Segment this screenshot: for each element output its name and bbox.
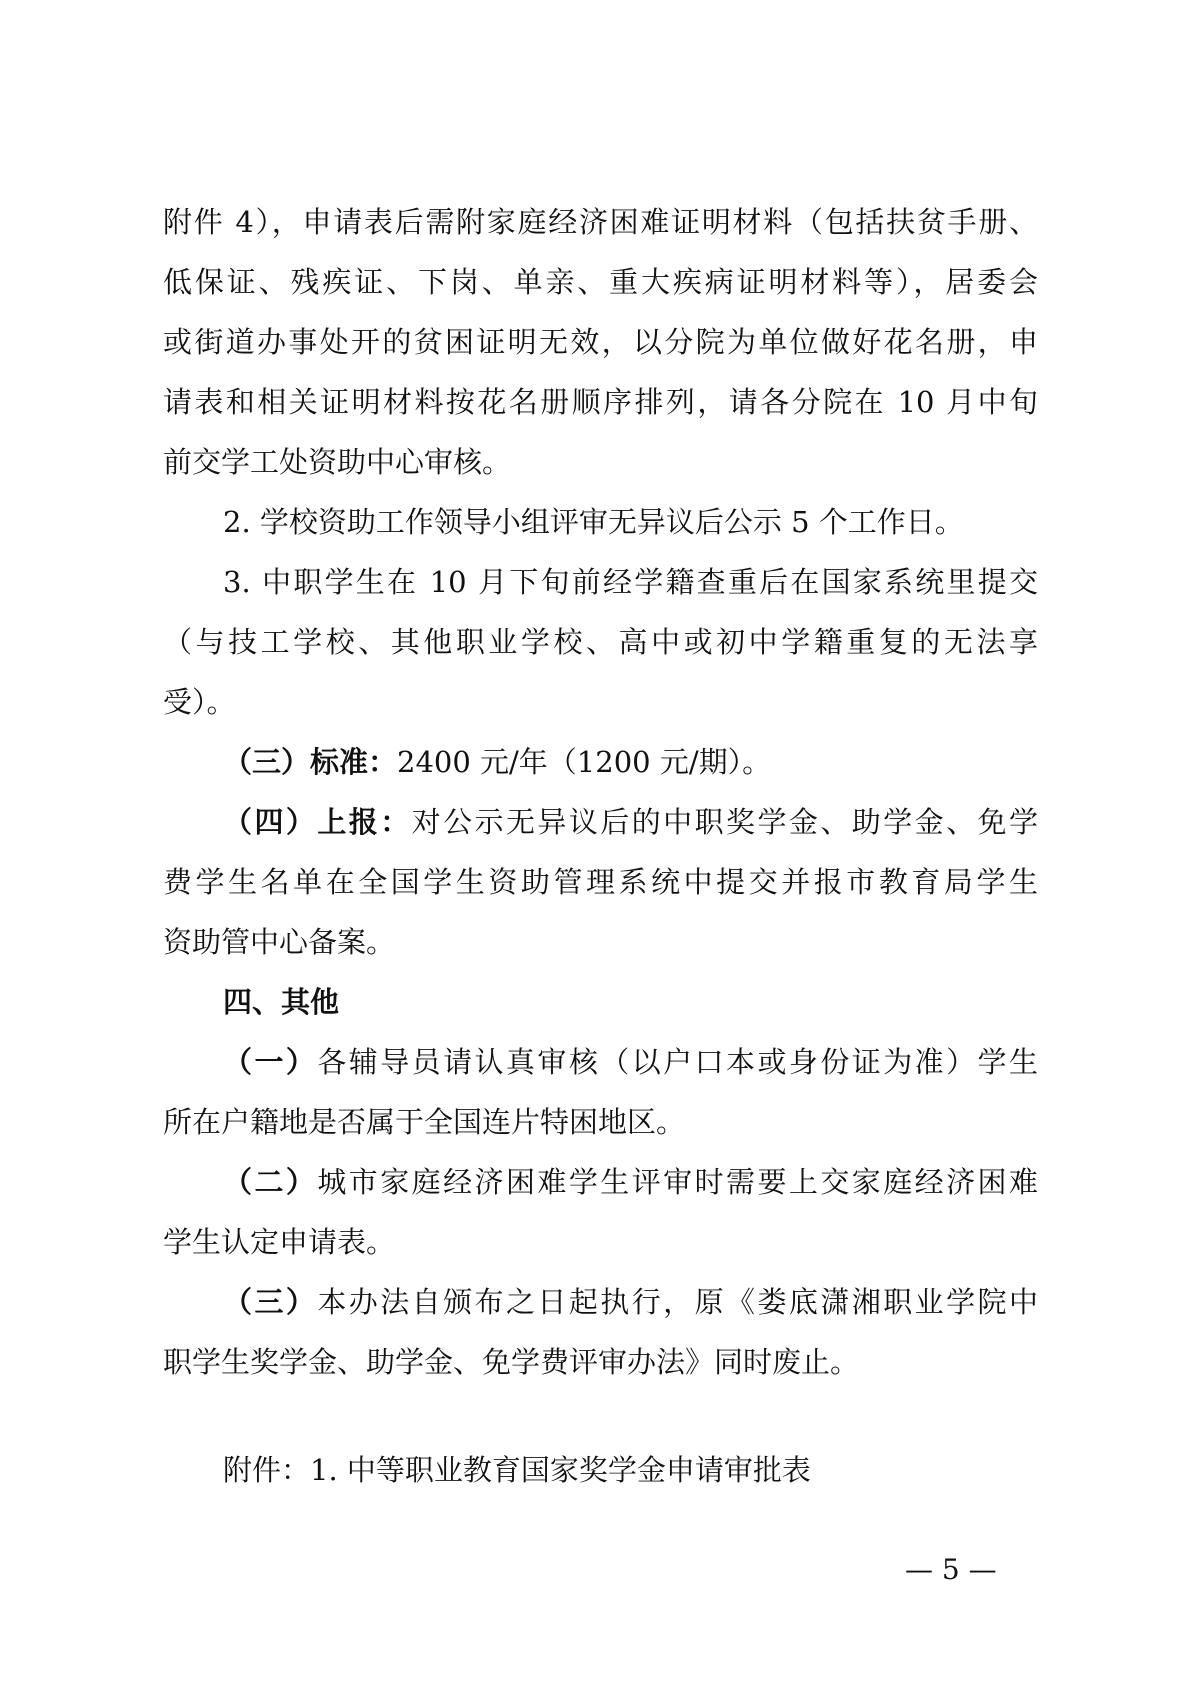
item-text: 城市家庭经济困难学生评审时需要上交家庭经济困难	[317, 1165, 1038, 1199]
paragraph-line: 费学生名单在全国学生资助管理系统中提交并报市教育局学生	[163, 865, 1038, 899]
attachment-line: 附件：1. 中等职业教育国家奖学金申请审批表	[223, 1453, 811, 1487]
item-label: （二）	[223, 1165, 318, 1199]
paragraph-line: 所在户籍地是否属于全国连片特困地区。	[163, 1105, 686, 1139]
paragraph-line: 资助管中心备案。	[163, 925, 396, 959]
paragraph-line: 前交学工处资助中心审核。	[163, 445, 512, 479]
item-text: 各辅导员请认真审核（以户口本或身份证为准）学生	[317, 1045, 1038, 1079]
page-number: — 5 —	[905, 1553, 997, 1586]
section-heading: 四、其他	[223, 985, 340, 1019]
item-label: （三）	[223, 1285, 318, 1319]
section-text: 2400 元/年（1200 元/期）。	[397, 745, 772, 779]
paragraph-line: 请表和相关证明材料按花名册顺序排列，请各分院在 10 月中旬	[163, 385, 1038, 419]
list-item: 3. 中职学生在 10 月下旬前经学籍查重后在国家系统里提交	[223, 565, 1038, 599]
item-line	[223, 1162, 1038, 1202]
section-label: （三）标准：	[223, 745, 398, 779]
item-text: 本办法自颁布之日起执行，原《娄底潇湘职业学院中	[317, 1285, 1038, 1319]
item-line	[223, 1042, 1038, 1082]
standard-line	[223, 742, 771, 782]
paragraph-line: （与技工学校、其他职业学校、高中或初中学籍重复的无法享	[163, 625, 1038, 659]
paragraph-line: 受）。	[163, 685, 236, 719]
paragraph-line: 或街道办事处开的贫困证明无效，以分院为单位做好花名册，申	[163, 325, 1038, 359]
item-label: （一）	[223, 1045, 318, 1079]
report-line	[223, 802, 1038, 842]
item-line	[223, 1282, 1038, 1322]
paragraph-line: 附件 4），申请表后需附家庭经济困难证明材料（包括扶贫手册、	[163, 205, 1038, 239]
list-item: 2. 学校资助工作领导小组评审无异议后公示 5 个工作日。	[223, 505, 964, 539]
section-text: 对公示无异议后的中职奖学金、助学金、免学	[411, 805, 1038, 839]
paragraph-line: 职学生奖学金、助学金、免学费评审办法》同时废止。	[163, 1345, 860, 1379]
section-label: （四）上报：	[223, 805, 412, 839]
paragraph-line: 学生认定申请表。	[163, 1225, 396, 1259]
paragraph-line: 低保证、残疾证、下岗、单亲、重大疾病证明材料等），居委会	[163, 265, 1038, 299]
